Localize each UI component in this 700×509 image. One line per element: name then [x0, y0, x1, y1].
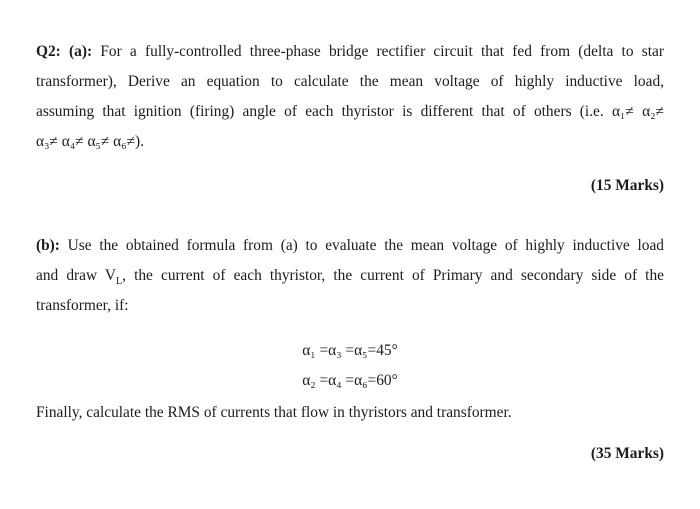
voltage-subscript: L [116, 276, 123, 288]
part-a-line-2: transformer), Derive an equation to calculate the mean voltage of highly inductive load, [36, 73, 664, 90]
part-b-text-1: Use the obtained formula from (a) to evaluate the mean voltage of highly inductive load [67, 237, 664, 254]
firing-angle-equation-2: α₂ =α₄ =α₆=60° [302, 372, 398, 389]
part-a-line-4: α₃≠ α₄≠ α₅≠ α₆≠). [36, 133, 145, 150]
part-b-finally-line: Finally, calculate the RMS of currents that flow in thyristors and transformer. [36, 404, 512, 421]
part-a-label: Q2: (a): [36, 43, 93, 60]
part-a-text-1: For a fully-controlled three-phase bridge rectifier circuit that fed from (delta to star [100, 43, 664, 60]
part-b-label: (b): [36, 237, 60, 254]
firing-angle-equation-1: α₁ =α₃ =α₅=45° [302, 342, 398, 359]
part-b-line-2: and draw $V_L$, the current of each thyristor, the current of Primary and secondary side of the [36, 267, 664, 288]
part-b-marks: (35 Marks) [590, 445, 664, 462]
part-a-line-1 [36, 42, 664, 62]
part-a-line-3: assuming that ignition (firing) angle of each thyristor is different that of others (i.e. α₁≠ α₂≠ [36, 103, 664, 120]
part-a-marks: (15 Marks) [590, 177, 664, 194]
part-b-line-3: transformer, if: [36, 297, 129, 314]
part-b-line-1 [36, 236, 664, 256]
